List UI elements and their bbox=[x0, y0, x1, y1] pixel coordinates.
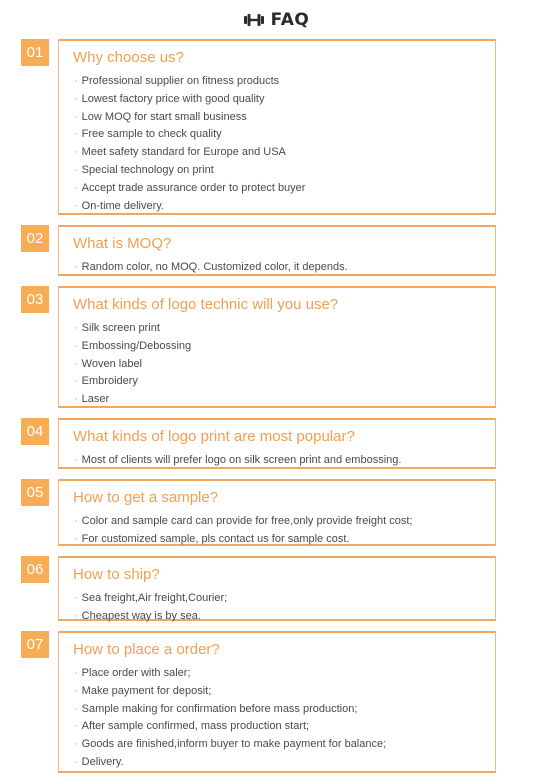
faq-answer: · Silk screen print bbox=[74, 320, 495, 338]
faq-item bbox=[21, 225, 496, 276]
faq-answer: · Delivery. bbox=[74, 754, 495, 772]
faq-box bbox=[58, 286, 496, 408]
faq-box bbox=[58, 225, 496, 276]
faq-answer: · For customized sample, pls contact us for sample cost. bbox=[74, 531, 495, 549]
faq-box bbox=[58, 631, 496, 773]
faq-answer: · Professional supplier on fitness products bbox=[74, 73, 495, 91]
faq-box bbox=[58, 418, 496, 469]
faq-item bbox=[21, 479, 496, 546]
faq-answer: · Meet safety standard for Europe and USA bbox=[74, 144, 495, 162]
faq-answer: · Woven label bbox=[74, 356, 495, 374]
faq-number: 04 bbox=[21, 418, 49, 445]
faq-answer: · Embroidery bbox=[74, 373, 495, 391]
faq-answer: · Cheapest way is by sea. bbox=[74, 608, 495, 626]
faq-answer: · Embossing/Debossing bbox=[74, 338, 495, 356]
faq-answer: · Low MOQ for start small business bbox=[74, 109, 495, 127]
faq-item bbox=[21, 418, 496, 469]
faq-number: 03 bbox=[21, 286, 49, 313]
faq-number: 01 bbox=[21, 39, 49, 66]
faq-answer: · Most of clients will prefer logo on silk screen print and embossing. bbox=[74, 452, 495, 470]
faq-box bbox=[58, 39, 496, 215]
faq-number: 02 bbox=[21, 225, 49, 252]
faq-box bbox=[58, 479, 496, 546]
faq-answer: · Place order with saler; bbox=[74, 665, 495, 683]
faq-answer: · Free sample to check quality bbox=[74, 126, 495, 144]
faq-box bbox=[58, 556, 496, 621]
faq-item bbox=[21, 39, 496, 215]
faq-number: 05 bbox=[21, 479, 49, 506]
faq-question: How to ship? bbox=[73, 566, 160, 583]
faq-answer: · Sample making for confirmation before mass production; bbox=[74, 701, 495, 719]
faq-item bbox=[21, 286, 496, 408]
faq-question: What kinds of logo print are most popular? bbox=[73, 428, 355, 445]
faq-number: 06 bbox=[21, 556, 49, 583]
dumbbell-icon bbox=[243, 13, 265, 27]
faq-item bbox=[21, 631, 496, 773]
faq-question: Why choose us? bbox=[73, 49, 184, 66]
faq-question: How to get a sample? bbox=[73, 489, 219, 506]
faq-answer: · After sample confirmed, mass production start; bbox=[74, 718, 495, 736]
faq-answer: · Random color, no MOQ. Customized color, it depends. bbox=[74, 259, 495, 277]
faq-number: 07 bbox=[21, 631, 49, 658]
faq-answer: · Goods are finished,inform buyer to make payment for balance; bbox=[74, 736, 495, 754]
faq-question: How to place a order? bbox=[73, 641, 220, 658]
page-title: FAQ bbox=[270, 10, 310, 30]
faq-answer: · On-time delivery. bbox=[74, 198, 495, 216]
faq-answer: · Lowest factory price with good quality bbox=[74, 91, 495, 109]
faq-answer: · Make payment for deposit; bbox=[74, 683, 495, 701]
faq-answer: · Accept trade assurance order to protect buyer bbox=[74, 180, 495, 198]
faq-answer: · Sea freight,Air freight,Courier; bbox=[74, 590, 495, 608]
faq-answer: · Special technology on print bbox=[74, 162, 495, 180]
faq-item bbox=[21, 556, 496, 621]
faq-question: What is MOQ? bbox=[73, 235, 172, 252]
faq-header bbox=[0, 8, 552, 32]
faq-answer: · Color and sample card can provide for free,only provide freight cost; bbox=[74, 513, 495, 531]
faq-question: What kinds of logo technic will you use? bbox=[73, 296, 339, 313]
faq-answer: · Laser bbox=[74, 391, 495, 409]
